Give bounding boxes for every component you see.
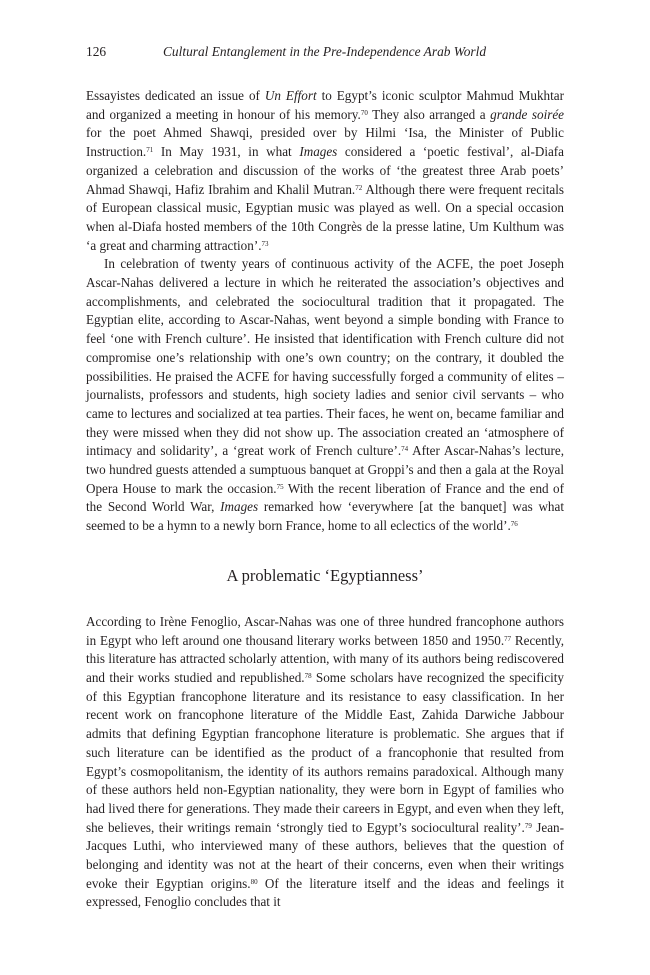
body-text: [86, 87, 564, 912]
footnote-marker: 74: [401, 445, 409, 454]
paragraph: [86, 613, 564, 912]
text-run: Although there were frequent recitals of European classical music, Egyptian music was played as well. On a special occasion when al-Diafa hosted members of the 10th Congrès de la presse latine, Um Kulthum was ‘a great and charming attraction’.: [86, 181, 564, 253]
paragraph: [86, 87, 564, 255]
footnote-marker: 79: [524, 821, 532, 830]
footnote-marker: 73: [261, 239, 269, 248]
footnote-marker: 72: [355, 183, 363, 192]
text-run: Some scholars have recognized the specificity of this Egyptian francophone literature and its resistance to easy classification. In her recent work on francophone literature of the Middle East, Zahida Darwiche Jabbour admits that defining Egyptian francophone literature is problematic. She argues that if such literature can be identified as the product of a francophonie that resulted from Egypt’s cosmopolitanism, the identity of its authors remains paradoxical. Although many of these authors held non-Egyptian nationality, they were born in Egypt of families who had lived there for generations. They made their careers in Egypt, and even when they left, she believes, their writings remain ‘strongly tied to Egypt’s sociocultural reality’.: [86, 669, 565, 835]
running-header: [86, 44, 564, 64]
paragraphs-after-heading: [86, 613, 564, 912]
footnote-marker: 75: [276, 482, 284, 491]
text-run: Of the literature itself and the ideas and feelings it expressed, Fenoglio concludes that it: [86, 875, 564, 910]
footnote-marker: 70: [360, 108, 368, 117]
text-run: Recently, this literature has attracted scholarly attention, with many of its authors being rediscovered and their works studied and republished.: [86, 632, 564, 685]
section-heading: A problematic ‘Egyptianness’: [226, 565, 424, 585]
italic-text: grande soirée: [490, 106, 565, 122]
text-run: With the recent liberation of France and the end of the Second World War,: [86, 480, 564, 515]
text-run: Jean-Jacques Luthi, who interviewed many of these authors, believes that the question of belonging and identity was not at the heart of their concerns, even when their writings evoke their Egyptian origins.: [86, 819, 565, 891]
footnote-marker: 76: [510, 520, 518, 529]
text-run: After Ascar-Nahas’s lecture, two hundred guests attended a sumptuous banquet at Groppi’s and then a gala at the Royal Opera House to mark the occasion.: [86, 443, 564, 496]
text-run: for the poet Ahmed Shawqi, presided over by Hilmi ‘Isa, the Minister of Public Instruction.: [86, 125, 564, 160]
text-run: to Egypt’s iconic sculptor Mahmud Mukhtar and organized a meeting in honour of his memory.: [86, 88, 564, 122]
text-run: According to Irène Fenoglio, Ascar-Nahas was one of three hundred francophone authors in Egypt who left around one thousand literary works between 1850 and 1950.: [86, 613, 564, 648]
text-run: Essayistes dedicated an issue of: [86, 88, 265, 103]
text-run: In celebration of twenty years of continuous activity of the ACFE, the poet Joseph Ascar-Nahas delivered a lecture in which he reiterated the association’s objectives and accomplishments, and celebrated the sociocultural tradition that it propagated. The Egyptian elite, according to Ascar-Nahas, went beyond a simple bonding with France to feel ‘one with French culture’. He insisted that identification with French culture did not compromise one’s relationship with one’s own country; on the contrary, it doubled the possibilities. He praised the ACFE for having successfully forged a community of elites – journalists, professors and students, high society ladies and senior civil servants – who came to lectures and socialized at tea parties. Their faces, he went on, became familiar and they were missed when they did not show up. The association created an ‘atmosphere of intimacy and solidarity’, a ‘great work of French culture’.: [86, 256, 564, 459]
footnote-marker: 71: [146, 146, 154, 155]
text-run: They also arranged a: [367, 106, 491, 122]
text-run: In May 1931, in what: [153, 144, 300, 160]
text-run: remarked how ‘everywhere [at the banquet] was what seemed to be a hymn to a newly born France, home to all eclectics of the world’.: [86, 499, 564, 534]
footnote-marker: 77: [504, 634, 512, 643]
page-number: 126: [86, 44, 107, 59]
text-run: considered a ‘poetic festival’, al-Diafa organized a celebration and discussion of the works of ‘the greatest three Arab poets’ Ahmad Shawqi, Hafiz Ibrahim and Khalil Mutran.: [86, 144, 565, 197]
italic-text: Images: [299, 144, 338, 160]
paragraph: [86, 255, 564, 536]
paragraphs-before-heading: [86, 87, 564, 536]
footnote-marker: 80: [250, 877, 258, 886]
italic-text: Images: [220, 499, 259, 515]
running-title: Cultural Entanglement in the Pre-Independence Arab World: [163, 44, 487, 59]
footnote-marker: 78: [304, 671, 312, 680]
italic-text: Un Effort: [264, 88, 317, 103]
